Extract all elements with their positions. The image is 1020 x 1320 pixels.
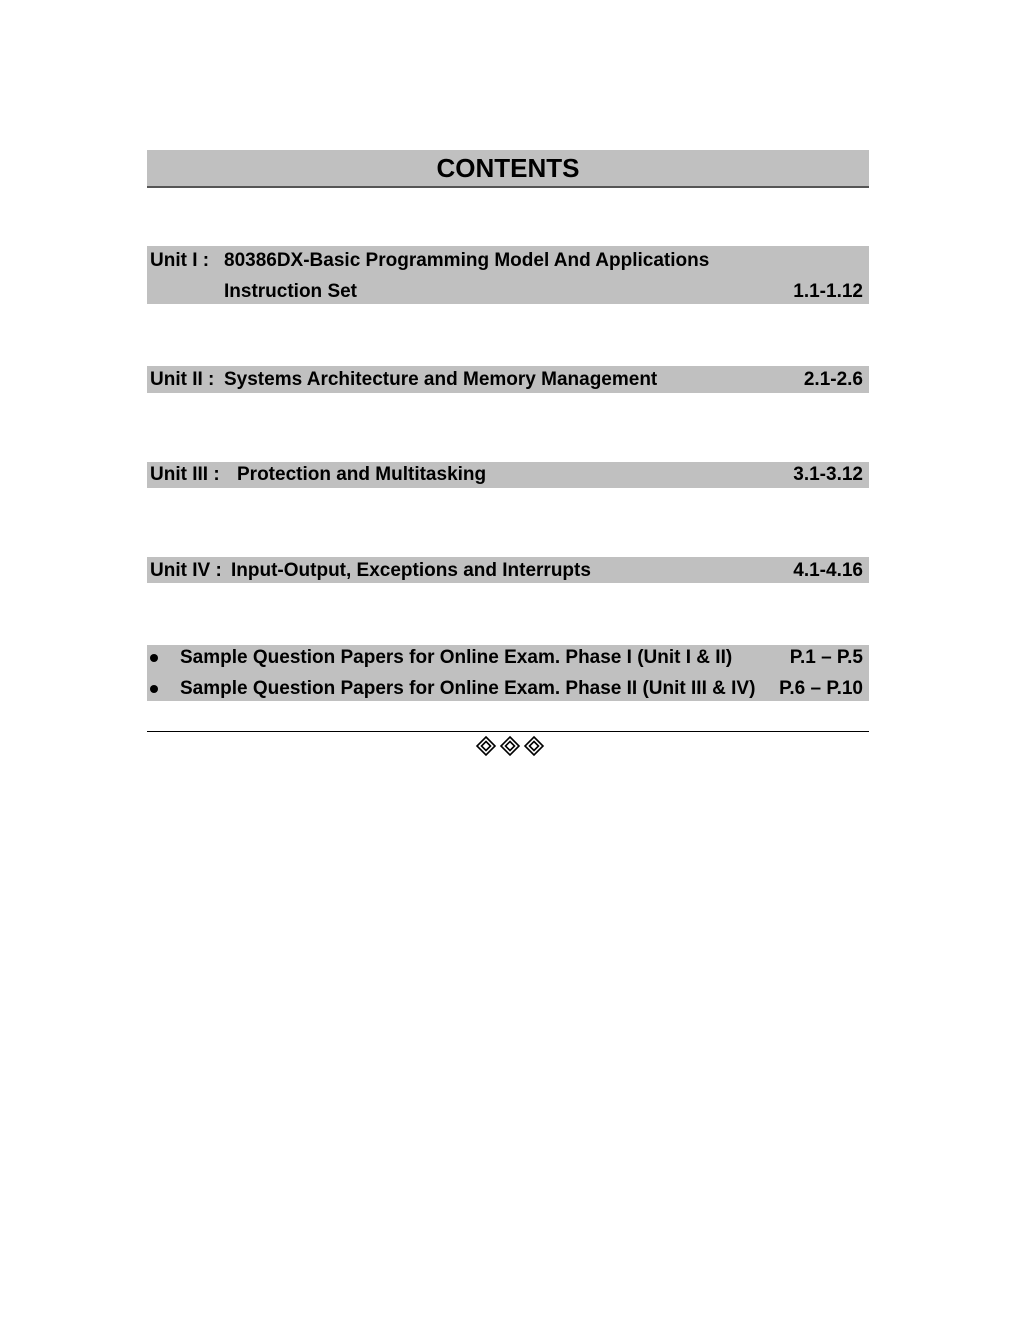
unit-label: Unit IV : (150, 560, 222, 581)
toc-entry-unit-2[interactable] (147, 366, 869, 393)
unit-title-continued: Instruction Set (224, 281, 358, 302)
toc-entry-unit-3[interactable] (147, 462, 869, 488)
bullet-icon (150, 685, 158, 693)
unit-label: Unit I : (150, 250, 210, 271)
page-range: 1.1-1.12 (793, 281, 863, 302)
toc-entry-unit-1[interactable] (147, 246, 869, 304)
page-range: 4.1-4.16 (793, 560, 863, 581)
toc-entry-unit-2-line (147, 365, 869, 395)
divider-rule (147, 731, 869, 732)
unit-title: Input-Output, Exceptions and Interrupts (231, 560, 591, 581)
page-title: CONTENTS (147, 150, 869, 188)
unit-title: Protection and Multitasking (237, 464, 487, 485)
sample-papers-list (147, 645, 869, 701)
toc-entry-unit-4-line (147, 556, 869, 586)
unit-title: Systems Architecture and Memory Management (224, 369, 658, 390)
unit-title: 80386DX-Basic Programming Model And Applications (224, 250, 710, 271)
toc-entry-unit-1-line-1 (147, 246, 869, 276)
triple-diamond-ornament-icon (474, 735, 546, 757)
page-range: P.1 – P.5 (789, 647, 863, 668)
unit-label: Unit II : (150, 369, 215, 390)
sample-paper-title: Sample Question Papers for Online Exam. Phase I (Unit I & II) (180, 647, 733, 668)
sample-paper-title: Sample Question Papers for Online Exam. Phase II (Unit III & IV) (180, 678, 756, 699)
sample-paper-item[interactable] (147, 643, 869, 673)
page-range: 2.1-2.6 (803, 369, 863, 390)
bullet-icon (150, 654, 158, 662)
page-range: 3.1-3.12 (793, 464, 863, 485)
sample-paper-item[interactable] (147, 674, 869, 704)
toc-entry-unit-3-line (147, 460, 869, 490)
unit-label: Unit III : (150, 464, 220, 485)
toc-entry-unit-4[interactable] (147, 557, 869, 583)
toc-entry-unit-1-line-2 (147, 277, 869, 307)
page-range: P.6 – P.10 (779, 678, 863, 699)
